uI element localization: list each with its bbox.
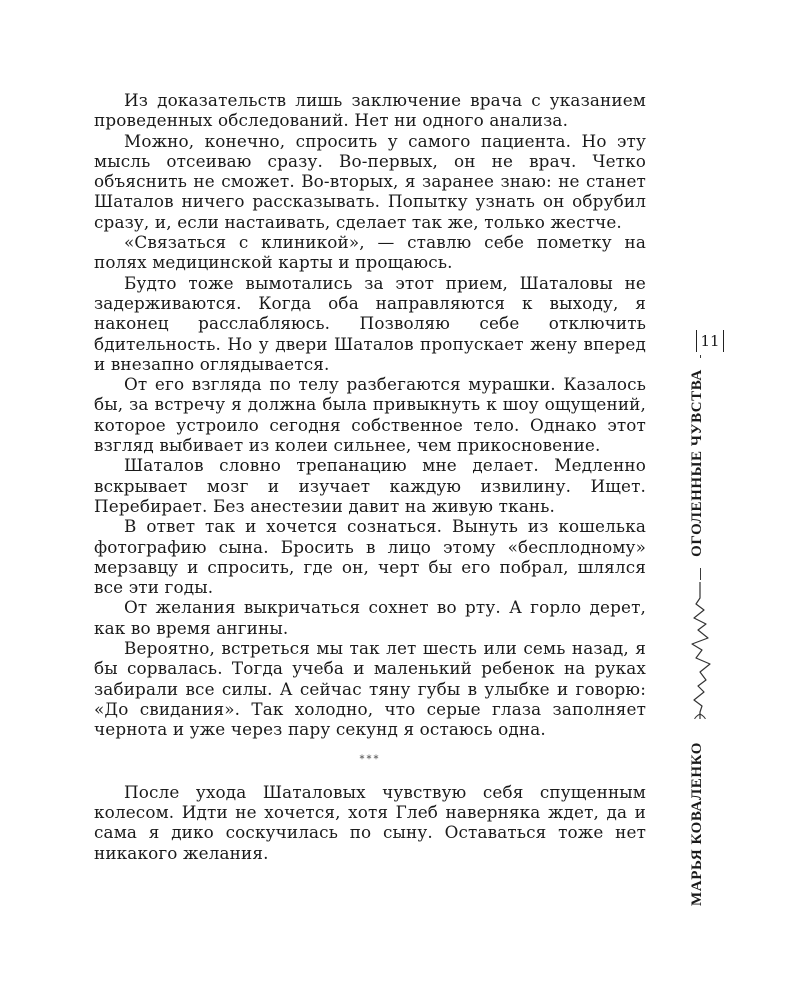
heartbeat-signature-icon [686,580,726,735]
paragraph: «Связаться с клиникой», — ставлю себе пометку на полях медицинской карты и прощаюсь. [94,232,646,273]
scene-break: *** [359,753,381,765]
paragraph: От его взгляда по телу разбегаются мурашки. Казалось бы, за встречу я должна была привыкнуть к шоу ощущений, которое устроило сегодня собственное тело. Однако этот взгляд выбивает из колеи сильнее, чем прикосновение. [94,374,646,456]
paragraph: Можно, конечно, спросить у самого пациента. Но эту мысль отсеиваю сразу. Во-первых, он не врач. Четко объяснить не сможет. Во-вторых, я заранее знаю: не станет Шаталов ничего рассказывать. Попытку узнать он обрубил сразу, и, если настаивать, сделает так же, только жестче. [94,130,646,232]
paragraph: От желания выкричаться сохнет во рту. А горло дерет, как во время ангины. [94,597,646,638]
paragraph: Из доказательств лишь заключение врача с указанием проведенных обследований. Нет ни одного анализа. [94,90,646,131]
paragraph: После ухода Шаталовых чувствую себя спущенным колесом. Идти не хочется, хотя Глеб наверняка ждет, да и сама я дико соскучилась по сыну. Оставаться тоже нет никакого желания. [94,781,646,863]
paragraph: Будто тоже вымотались за этот прием, Шаталовы не задерживаются. Когда оба направляются к выходу, я наконец расслабляюсь. Позволяю себе отключить бдительность. Но у двери Шаталов пропускает жену вперед и внезапно оглядывается. [94,272,646,374]
running-header-title: ОГОЛЕННЫЕ ЧУВСТВА [685,358,709,568]
paragraph: Вероятно, встреться мы так лет шесть или семь назад, я бы сорвалась. Тогда учеба и маленький ребенок на руках забирали все силы. А сейчас тяну губы в улыбке и говорю: «До свидания». Так холодно, что серые глаза заполняет чернота и уже через пару секунд я остаюсь одна. [94,638,646,740]
page-number: 11 [696,330,724,352]
paragraph: В ответ так и хочется сознаться. Вынуть из кошелька фотографию сына. Бросить в лицо этому «бесплодному» мерзавцу и спросить, где он, черт бы его побрал, шлялся все эти годы. [94,516,646,598]
paragraph: Шаталов словно трепанацию мне делает. Медленно вскрывает мозг и изучает каждую извилину. Ищет. Перебирает. Без анестезии давит на живую ткань. [94,455,646,516]
body-text [94,90,646,863]
running-header-author: МАРЬЯ КОВАЛЕНКО [685,719,709,929]
